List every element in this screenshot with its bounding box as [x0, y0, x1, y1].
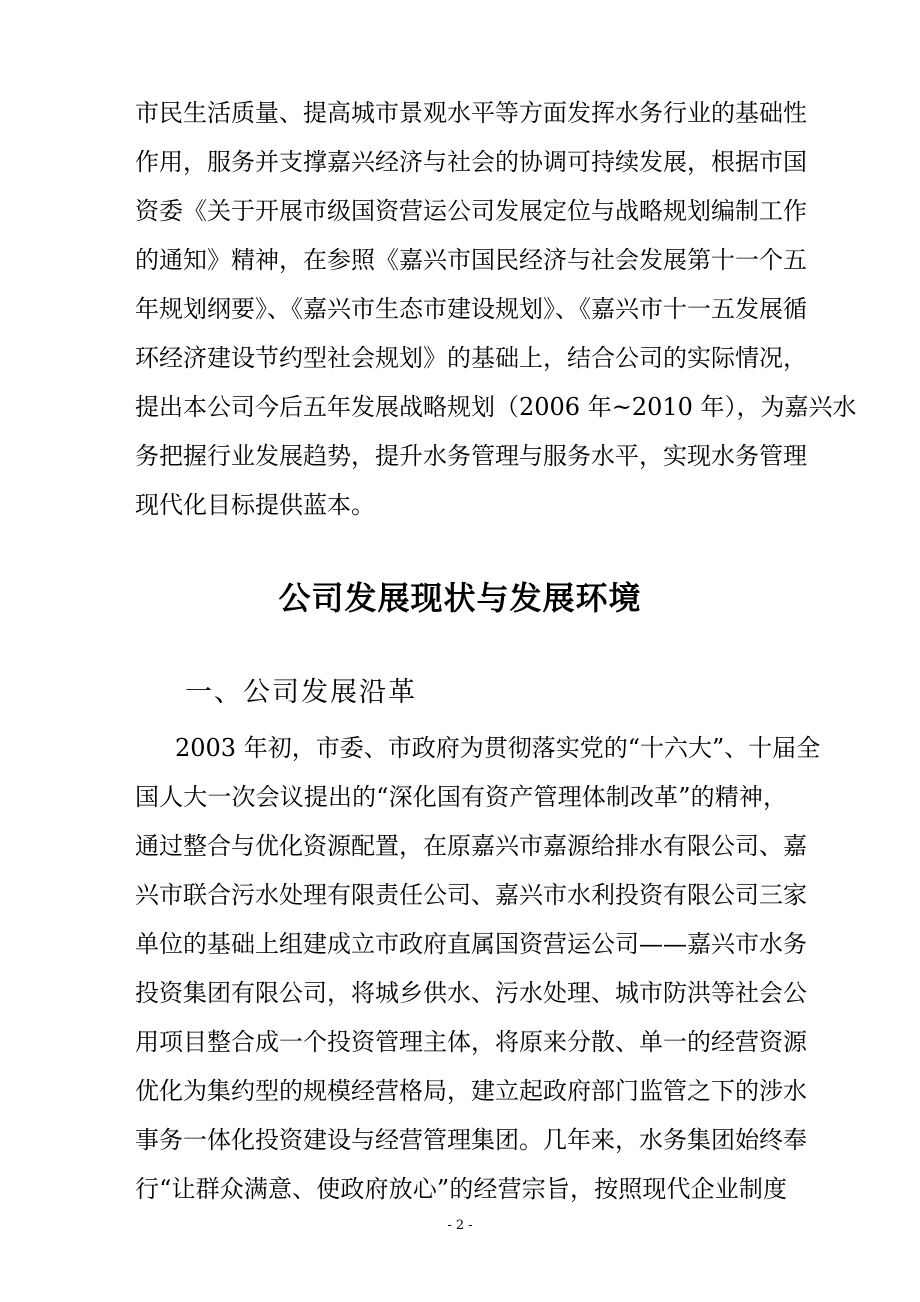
text-line: 2003 年初，市委、市政府为贯彻落实党的“十六大”、十届全 — [175, 734, 821, 762]
text-line: 事务一体化投资建设与经营管理集团。几年来，水务集团始终奉 — [135, 1126, 807, 1154]
text-line: 单位的基础上组建成立市政府直属国资营运公司——嘉兴市水务 — [135, 930, 807, 958]
section-heading: 一、公司发展沿革 — [185, 677, 417, 708]
text-line: 的通知》精神，在参照《嘉兴市国民经济与社会发展第十一个五 — [135, 246, 807, 274]
page-number: - 2 - — [447, 1218, 473, 1233]
text-line: 提出本公司今后五年发展战略规划（2006 年~2010 年），为嘉兴水 — [135, 393, 857, 421]
text-line: 用项目整合成一个投资管理主体，将原来分散、单一的经营资源 — [135, 1028, 807, 1056]
text-line: 环经济建设节约型社会规划》的基础上，结合公司的实际情况， — [135, 344, 807, 372]
text-line: 务把握行业发展趋势，提升水务管理与服务水平，实现水务管理 — [135, 442, 807, 470]
text-line: 国人大一次会议提出的“深化国有资产管理体制改革”的精神， — [135, 783, 787, 811]
text-line: 行“让群众满意、使政府放心”的经营宗旨，按照现代企业制度 — [135, 1175, 787, 1203]
chapter-title: 公司发展现状与发展环境 — [278, 579, 642, 617]
text-line: 年规划纲要》、《嘉兴市生态市建设规划》、《嘉兴市十一五发展循 — [135, 295, 807, 323]
text-line: 优化为集约型的规模经营格局，建立起政府部门监管之下的涉水 — [135, 1077, 807, 1105]
text-line: 兴市联合污水处理有限责任公司、嘉兴市水利投资有限公司三家 — [135, 881, 807, 909]
text-line: 市民生活质量、提高城市景观水平等方面发挥水务行业的基础性 — [135, 99, 807, 127]
text-line: 作用，服务并支撑嘉兴经济与社会的协调可持续发展，根据市国 — [135, 148, 807, 176]
text-line: 现代化目标提供蓝本。 — [135, 491, 375, 519]
text-line: 通过整合与优化资源配置，在原嘉兴市嘉源给排水有限公司、嘉 — [135, 832, 807, 860]
text-line: 资委《关于开展市级国资营运公司发展定位与战略规划编制工作 — [135, 197, 807, 225]
text-line: 投资集团有限公司，将城乡供水、污水处理、城市防洪等社会公 — [135, 979, 807, 1007]
